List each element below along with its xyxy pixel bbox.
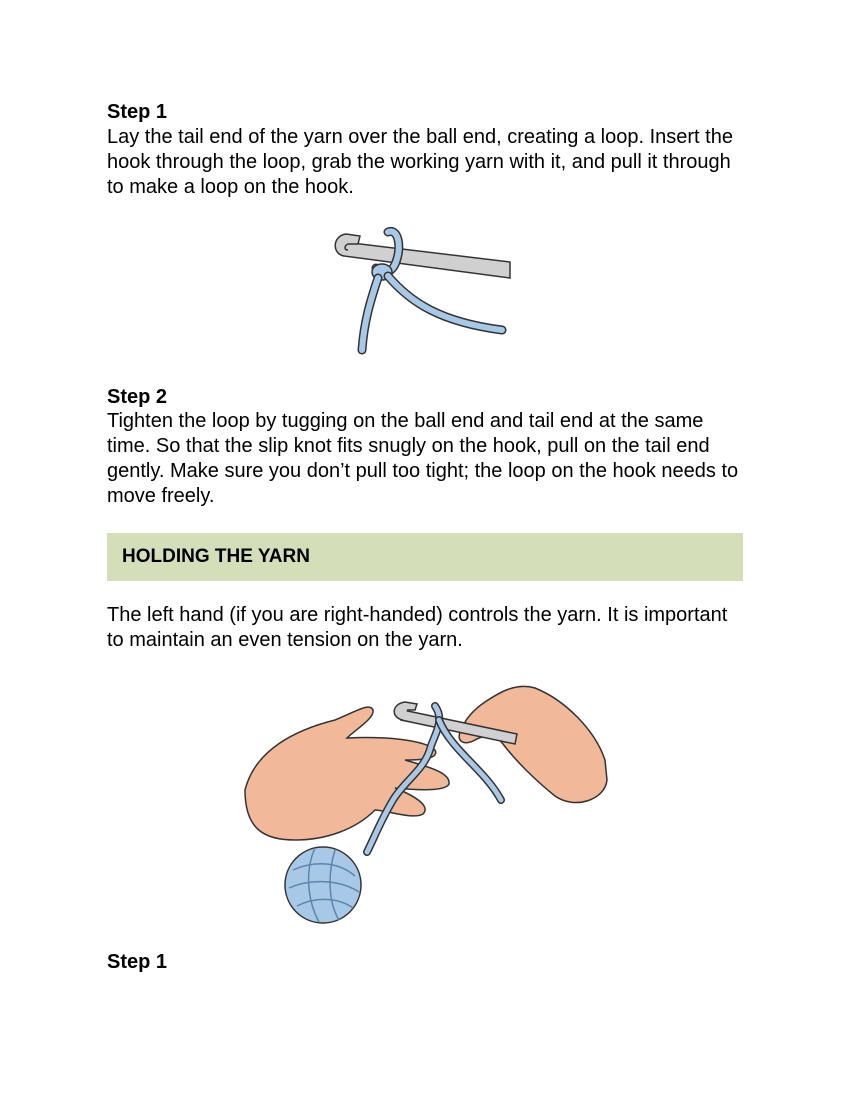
step-1-text: Lay the tail end of the yarn over the ball end, creating a loop. Insert the hook through the loop, grab the working yarn with it, and pull it through to make a loop on the hook. — [107, 126, 733, 198]
section-banner — [107, 533, 743, 581]
banner-heading: HOLDING THE YARN — [122, 546, 310, 567]
step-1-title: Step 1 — [107, 101, 168, 123]
next-step-title: Step 1 — [107, 951, 168, 973]
step-2-title: Step 2 — [107, 386, 168, 408]
holding-text: The left hand (if you are right-handed) controls the yarn. It is important to maintain an even tension on the yarn. — [107, 604, 728, 651]
step-2-text: Tighten the loop by tugging on the ball end and tail end at the same time. So that the slip knot fits snugly on the hook, pull on the tail end gently. Make sure you don’t pull too tight; the loop on the hook needs to move freely. — [107, 410, 739, 507]
slip-knot-illustration — [330, 222, 520, 362]
holding-yarn-illustration — [235, 680, 615, 930]
